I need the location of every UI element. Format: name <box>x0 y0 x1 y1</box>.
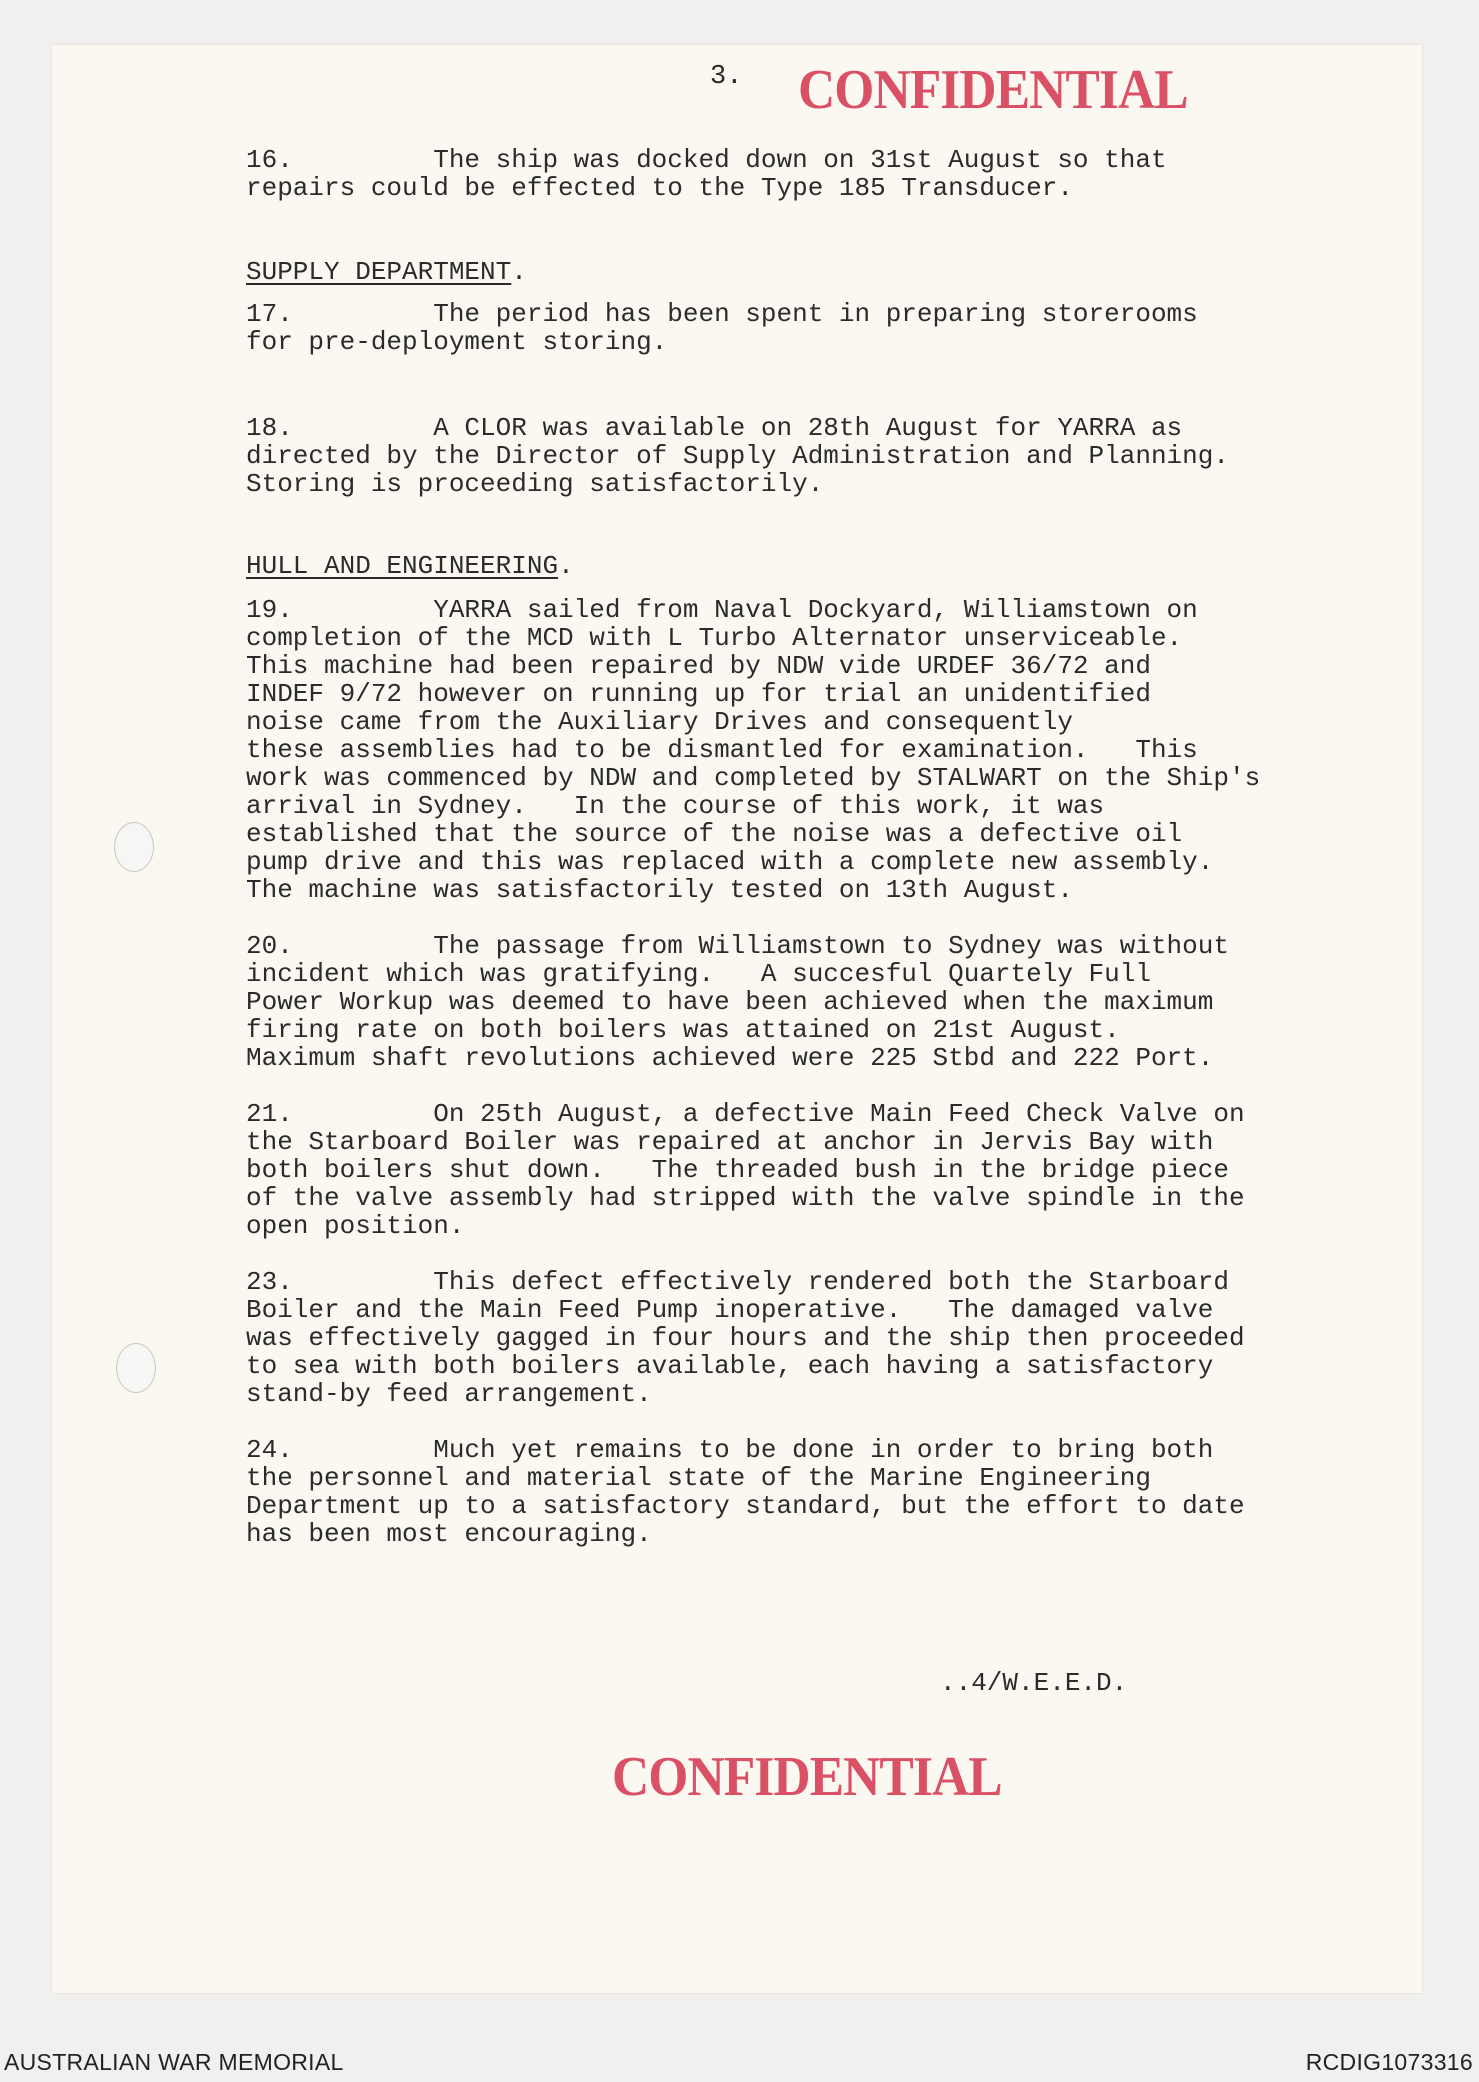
archive-id: RCDIG1073316 <box>1305 2049 1473 2075</box>
confidential-stamp-bottom: CONFIDENTIAL <box>612 1746 1002 1808</box>
paragraph-24: 24. Much yet remains to be done in order to bring both the personnel and material state of the Marine Engineering Department up to a satisfactory standard, but the effort to date has been most encouraging. <box>246 1435 1245 1549</box>
paragraph-18: 18. A CLOR was available on 28th August for YARRA as directed by the Director of Supply Administration and Planning. Storing is proceeding satisfactorily. <box>246 413 1229 499</box>
paragraph-16: 16. The ship was docked down on 31st August so that repairs could be effected to the Type 185 Transducer. <box>246 145 1167 203</box>
archive-credit: AUSTRALIAN WAR MEMORIAL <box>4 2049 344 2075</box>
paragraph-17: 17. The period has been spent in preparing storerooms for pre-deployment storing. <box>246 299 1198 357</box>
paragraph-19: 19. YARRA sailed from Naval Dockyard, Williamstown on completion of the MCD with L Turbo Alternator unserviceable. This machine had been repaired by NDW vide URDEF 36/72 and INDEF 9/72 however on running up for trial an unidentified noise came from the Auxiliary Drives and consequently these assemblies had to be dismantled for examination. This work was commenced by NDW and completed by STALWART on the Ship's arrival in Sydney. In the course of this work, it was established that the source of the noise was a defective oil pump drive and this was replaced with a complete new assembly. The machine was satisfactorily tested on 13th August. <box>246 595 1261 905</box>
page-number: 3. <box>710 62 743 92</box>
heading-hull-text: HULL AND ENGINEERING <box>246 551 559 581</box>
continuation-reference: ..4/W.E.E.D. <box>940 1668 1128 1698</box>
heading-supply-department: SUPPLY DEPARTMENT. <box>246 257 527 287</box>
paragraph-20: 20. The passage from Williamstown to Sydney was without incident which was gratifying. A succesful Quartely Full Power Workup was deemed to have been achieved when the maximum firing rate on both boilers was attained on 21st August. Maximum shaft revolutions achieved were 225 Stbd and 222 Port. <box>246 931 1229 1073</box>
punch-hole-upper <box>114 822 154 872</box>
confidential-stamp-top: CONFIDENTIAL <box>798 59 1188 121</box>
heading-hull-engineering: HULL AND ENGINEERING. <box>246 551 574 581</box>
paragraph-23: 23. This defect effectively rendered both the Starboard Boiler and the Main Feed Pump inoperative. The damaged valve was effectively gagged in four hours and the ship then proceeded to sea with both boilers available, each having a satisfactory stand-by feed arrangement. <box>246 1267 1245 1409</box>
heading-supply-text: SUPPLY DEPARTMENT <box>246 257 512 287</box>
punch-hole-lower <box>116 1343 156 1393</box>
paragraph-21: 21. On 25th August, a defective Main Feed Check Valve on the Starboard Boiler was repaired at anchor in Jervis Bay with both boilers shut down. The threaded bush in the bridge piece of the valve assembly had stripped with the valve spindle in the open position. <box>246 1099 1245 1241</box>
